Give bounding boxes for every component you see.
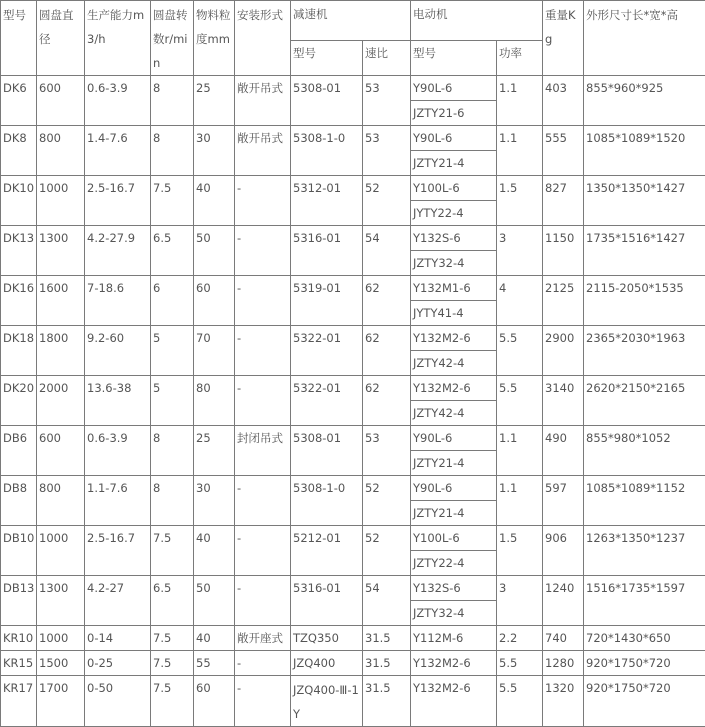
cell-motor-model: Y100L-6 [411,176,497,201]
cell-motor-model: Y90L-6 [411,76,497,101]
cell-speed: 7.5 [151,626,194,651]
cell-weight: 403 [543,76,584,126]
cell-speed: 6 [151,276,194,326]
cell-dims: 2365*2030*1963 [584,326,705,376]
cell-power: 1.5 [497,176,543,226]
cell-ratio: 53 [363,76,411,126]
cell-capacity: 4.2-27.9 [85,226,151,276]
cell-ratio: 52 [363,526,411,576]
cell-power: 1.1 [497,426,543,476]
cell-diameter: 1000 [37,176,85,226]
cell-install: 敞开座式 [235,626,291,651]
header-diameter: 圆盘直径 [37,1,85,76]
cell-model: DB13 [1,576,37,626]
cell-weight: 1280 [543,651,584,676]
cell-ratio: 52 [363,476,411,526]
cell-particle: 80 [194,376,235,426]
cell-model: DB10 [1,526,37,576]
cell-power: 5.5 [497,676,543,727]
cell-motor-model: Y132M2-6 [411,376,497,401]
header-capacity: 生产能力m3/h [85,1,151,76]
cell-ratio: 62 [363,326,411,376]
table-row [1,326,705,351]
cell-reducer-model: 5308-01 [291,76,363,126]
cell-particle: 30 [194,126,235,176]
cell-weight: 827 [543,176,584,226]
cell-power: 5.5 [497,326,543,376]
cell-install: - [235,176,291,226]
cell-speed: 8 [151,476,194,526]
header-reducer-model: 型号 [291,40,363,75]
cell-speed: 7.5 [151,651,194,676]
cell-motor-model-alt: JZTY21-4 [411,451,497,476]
cell-reducer-model: 5319-01 [291,276,363,326]
cell-weight: 1150 [543,226,584,276]
cell-reducer-model: 5322-01 [291,326,363,376]
cell-capacity: 1.1-7.6 [85,476,151,526]
table-row [1,176,705,201]
cell-capacity: 0-14 [85,626,151,651]
cell-motor-model: Y100L-6 [411,526,497,551]
cell-diameter: 800 [37,476,85,526]
cell-motor-model-alt: JYTY41-4 [411,301,497,326]
cell-particle: 30 [194,476,235,526]
cell-speed: 7.5 [151,526,194,576]
cell-ratio: 53 [363,426,411,476]
cell-motor: Y132M2-6 [411,676,497,727]
cell-power: 1.1 [497,476,543,526]
cell-dims: 1085*1089*1152 [584,476,705,526]
cell-power: 1.1 [497,126,543,176]
table-row [1,76,705,101]
cell-motor-model: Y132M1-6 [411,276,497,301]
cell-diameter: 1000 [37,526,85,576]
cell-diameter: 1700 [37,676,85,727]
header-model: 型号 [1,1,37,76]
table-row [1,276,705,301]
cell-motor-model-alt: JZTY42-4 [411,401,497,426]
cell-particle: 25 [194,426,235,476]
cell-reducer-model: 5308-1-0 [291,476,363,526]
cell-reducer-model: 5322-01 [291,376,363,426]
cell-capacity: 0.6-3.9 [85,76,151,126]
cell-motor: Y132M2-6 [411,651,497,676]
cell-dims: 1516*1735*1597 [584,576,705,626]
table-row [1,376,705,401]
cell-particle: 55 [194,651,235,676]
table-row [1,426,705,451]
cell-ratio: 53 [363,126,411,176]
cell-reducer-model: JZQ400 [291,651,363,676]
table-row [1,576,705,601]
cell-motor-model-alt: JZTY21-6 [411,101,497,126]
cell-speed: 8 [151,126,194,176]
cell-install: - [235,476,291,526]
cell-ratio: 31.5 [363,676,411,727]
table-row [1,526,705,551]
cell-motor-model-alt: JYTY22-4 [411,201,497,226]
header-motor: 电动机 [411,1,543,41]
cell-diameter: 2000 [37,376,85,426]
cell-diameter: 1800 [37,326,85,376]
cell-weight: 3140 [543,376,584,426]
cell-model: DK8 [1,126,37,176]
cell-capacity: 9.2-60 [85,326,151,376]
cell-motor-model: Y132S-6 [411,226,497,251]
cell-ratio: 52 [363,176,411,226]
cell-diameter: 1300 [37,576,85,626]
cell-model: DK18 [1,326,37,376]
cell-power: 2.2 [497,626,543,651]
cell-reducer-model: TZQ350 [291,626,363,651]
cell-install: - [235,226,291,276]
table-row [1,476,705,501]
cell-diameter: 600 [37,426,85,476]
cell-power: 5.5 [497,376,543,426]
cell-install: - [235,576,291,626]
cell-dims: 2115-2050*1535 [584,276,705,326]
cell-model: DK13 [1,226,37,276]
cell-dims: 1350*1350*1427 [584,176,705,226]
header-install: 安装形式 [235,1,291,76]
cell-dims: 920*1750*720 [584,676,705,727]
cell-model: DK20 [1,376,37,426]
cell-particle: 50 [194,576,235,626]
header-row [1,1,705,41]
cell-capacity: 1.4-7.6 [85,126,151,176]
cell-reducer-model: 5312-01 [291,176,363,226]
cell-ratio: 31.5 [363,651,411,676]
cell-capacity: 0-25 [85,651,151,676]
cell-reducer-model: 5308-1-0 [291,126,363,176]
cell-motor-model-alt: JZTY21-4 [411,151,497,176]
cell-ratio: 62 [363,376,411,426]
cell-model: DB6 [1,426,37,476]
header-weight: 重量Kg [543,1,584,76]
cell-ratio: 31.5 [363,626,411,651]
cell-weight: 906 [543,526,584,576]
cell-install: 敞开吊式 [235,76,291,126]
cell-dims: 2620*2150*2165 [584,376,705,426]
cell-weight: 490 [543,426,584,476]
table-row [1,651,705,676]
cell-capacity: 0.6-3.9 [85,426,151,476]
cell-capacity: 2.5-16.7 [85,176,151,226]
cell-diameter: 1600 [37,276,85,326]
cell-reducer-model: 5316-01 [291,226,363,276]
cell-model: DK16 [1,276,37,326]
cell-speed: 7.5 [151,676,194,727]
cell-power: 3 [497,226,543,276]
cell-install: - [235,376,291,426]
cell-ratio: 54 [363,576,411,626]
cell-speed: 7.5 [151,176,194,226]
cell-capacity: 0-50 [85,676,151,727]
header-speed: 圆盘转数r/min [151,1,194,76]
table-row [1,676,705,727]
cell-dims: 855*980*1052 [584,426,705,476]
header-motor-power: 功率 [497,40,543,75]
cell-ratio: 54 [363,226,411,276]
cell-weight: 2900 [543,326,584,376]
cell-install: - [235,651,291,676]
cell-motor-model-alt: JZTY42-4 [411,351,497,376]
cell-reducer-model: JZQ400-Ⅲ-1Y [291,676,363,727]
cell-capacity: 13.6-38 [85,376,151,426]
cell-install: - [235,526,291,576]
cell-motor-model: Y90L-6 [411,476,497,501]
cell-particle: 70 [194,326,235,376]
cell-power: 1.1 [497,76,543,126]
cell-speed: 6.5 [151,576,194,626]
cell-motor-model: Y132S-6 [411,576,497,601]
cell-particle: 40 [194,626,235,651]
cell-capacity: 7-18.6 [85,276,151,326]
cell-weight: 740 [543,626,584,651]
header-reducer: 减速机 [291,1,411,41]
cell-diameter: 800 [37,126,85,176]
cell-motor-model: Y132M2-6 [411,326,497,351]
cell-model: DK6 [1,76,37,126]
cell-motor-model: Y90L-6 [411,126,497,151]
cell-dims: 920*1750*720 [584,651,705,676]
table-row [1,626,705,651]
cell-weight: 1320 [543,676,584,727]
cell-power: 4 [497,276,543,326]
cell-dims: 720*1430*650 [584,626,705,651]
header-particle: 物料粒度mm [194,1,235,76]
cell-model: DB8 [1,476,37,526]
header-reducer-ratio: 速比 [363,40,411,75]
cell-dims: 1085*1089*1520 [584,126,705,176]
cell-install: - [235,276,291,326]
cell-particle: 60 [194,676,235,727]
cell-capacity: 4.2-27 [85,576,151,626]
cell-ratio: 62 [363,276,411,326]
cell-reducer-model: 5212-01 [291,526,363,576]
cell-weight: 2125 [543,276,584,326]
cell-power: 5.5 [497,651,543,676]
cell-particle: 25 [194,76,235,126]
cell-weight: 1240 [543,576,584,626]
cell-install: - [235,326,291,376]
cell-power: 3 [497,576,543,626]
header-motor-model: 型号 [411,40,497,75]
table-row [1,226,705,251]
cell-power: 1.5 [497,526,543,576]
header-dims: 外形尺寸长*宽*高 [584,1,705,76]
cell-particle: 50 [194,226,235,276]
cell-diameter: 1300 [37,226,85,276]
cell-install: 敞开吊式 [235,126,291,176]
cell-install: 封闭吊式 [235,426,291,476]
cell-weight: 597 [543,476,584,526]
cell-motor-model: Y90L-6 [411,426,497,451]
table-row [1,126,705,151]
cell-motor-model-alt: JZTY21-4 [411,501,497,526]
cell-model: KR10 [1,626,37,651]
cell-speed: 6.5 [151,226,194,276]
cell-speed: 5 [151,326,194,376]
cell-capacity: 2.5-16.7 [85,526,151,576]
cell-reducer-model: 5308-01 [291,426,363,476]
cell-particle: 40 [194,176,235,226]
cell-diameter: 1500 [37,651,85,676]
cell-reducer-model: 5316-01 [291,576,363,626]
cell-speed: 8 [151,426,194,476]
cell-model: DK10 [1,176,37,226]
cell-particle: 40 [194,526,235,576]
cell-model: KR17 [1,676,37,727]
cell-model: KR15 [1,651,37,676]
cell-motor: Y112M-6 [411,626,497,651]
cell-weight: 555 [543,126,584,176]
cell-install: - [235,676,291,727]
cell-motor-model-alt: JZTY32-4 [411,601,497,626]
cell-dims: 855*960*925 [584,76,705,126]
cell-speed: 8 [151,76,194,126]
cell-dims: 1263*1350*1237 [584,526,705,576]
cell-particle: 60 [194,276,235,326]
cell-motor-model-alt: JZTY32-4 [411,251,497,276]
cell-diameter: 600 [37,76,85,126]
cell-dims: 1735*1516*1427 [584,226,705,276]
cell-speed: 5 [151,376,194,426]
cell-diameter: 1000 [37,626,85,651]
cell-motor-model-alt: JZTY22-4 [411,551,497,576]
